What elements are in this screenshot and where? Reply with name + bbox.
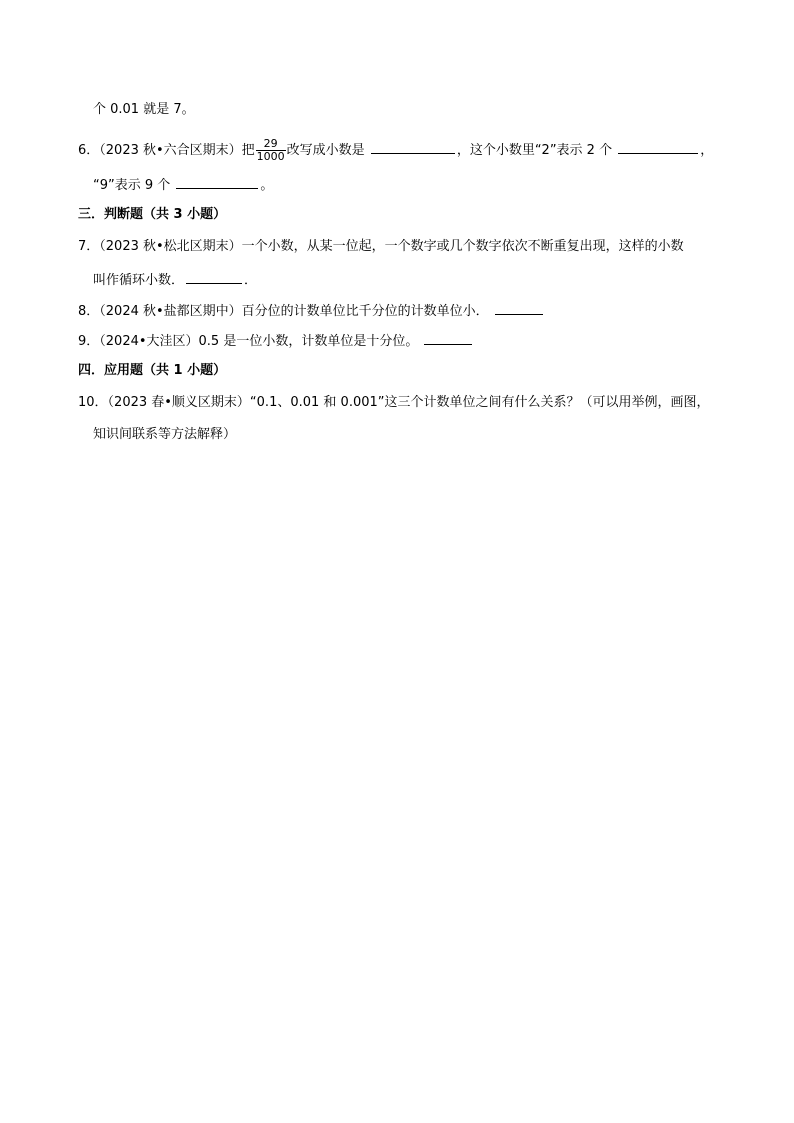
- q6-comma: ，: [700, 143, 714, 158]
- question-10-line-1: [78, 393, 710, 413]
- answer-blank[interactable]: [618, 139, 698, 154]
- q7-line-2-text: 叫作循环小数．: [93, 273, 185, 288]
- answer-blank[interactable]: [371, 139, 455, 154]
- question-10-line-2: [93, 425, 236, 445]
- q5-continuation-text: 个 0.01 就是 7。: [93, 102, 195, 117]
- q6-prefix: 6．（2023 秋•六合区期末）把: [78, 143, 255, 158]
- q6-line-2-end: 。: [260, 178, 274, 193]
- answer-blank[interactable]: [176, 174, 258, 189]
- q8-text: 8．（2024 秋•盐都区期中）百分位的计数单位比千分位的计数单位小．: [78, 304, 489, 319]
- question-8: [78, 300, 545, 322]
- q7-line-1-text: 7．（2023 秋•松北区期末）一个小数，从某一位起，一个数字或几个数字依次不断重复出现，这样的小数: [78, 239, 684, 254]
- fraction-numerator: 29: [256, 138, 286, 151]
- q6-line-2-text: “9”表示 9 个: [93, 178, 171, 193]
- q10-line-1-text: 10．（2023 春•顺义区期末）“0.1、0.01 和 0.001”这三个计数单位之间有什么关系？（可以用举例，画图，: [78, 395, 710, 410]
- q10-line-2-text: 知识间联系等方法解释）: [93, 427, 237, 442]
- q9-text: 9．（2024•大洼区）0.5 是一位小数，计数单位是十分位。: [78, 334, 419, 349]
- answer-blank[interactable]: [186, 269, 242, 284]
- q7-end: ．: [244, 273, 258, 288]
- q5-continuation: [93, 100, 195, 120]
- section-heading-4: [78, 361, 226, 381]
- q6-mid-1: 改写成小数是: [286, 143, 365, 158]
- fraction-denominator: 1000: [256, 150, 285, 163]
- answer-blank[interactable]: [495, 300, 543, 315]
- q6-mid-2: ，这个小数里“2”表示 2 个: [456, 143, 613, 158]
- fraction: [256, 138, 286, 163]
- question-6-line-1: [78, 138, 713, 163]
- section-heading-3-text: 三．判断题（共 3 小题）: [78, 207, 227, 222]
- question-6-line-2: [93, 174, 273, 196]
- question-7-line-2: [93, 269, 257, 291]
- section-heading-4-text: 四．应用题（共 1 小题）: [78, 363, 227, 378]
- answer-blank[interactable]: [424, 330, 472, 345]
- question-9: [78, 330, 474, 352]
- section-heading-3: [78, 205, 226, 225]
- question-7-line-1: [78, 237, 684, 257]
